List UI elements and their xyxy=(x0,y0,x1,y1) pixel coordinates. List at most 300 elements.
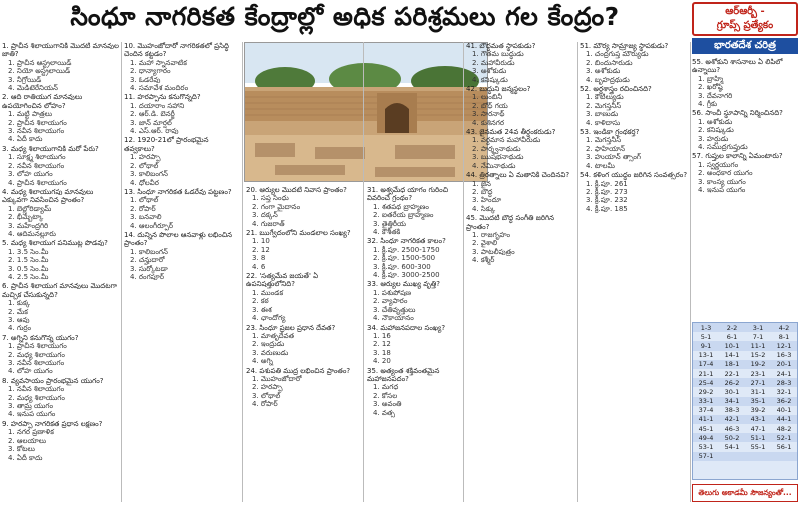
answer-option: 4. ధోలవీర xyxy=(130,178,159,187)
answer-option: 4. ప్రాచీన శిలాయుగం xyxy=(8,178,67,187)
answer-option: 1. మాతృదేవత xyxy=(252,331,295,340)
question-text: 20. ఆర్యుల మొదటి నివాస ప్రాంతం? xyxy=(246,186,347,194)
question-text: 2. ఆది రాతియుగ మానవులు ఉపయోగించిన లోహం? xyxy=(2,93,83,110)
answer-option: 2. వ్యాపారం xyxy=(373,297,408,306)
answer-option: 1. మెగస్తనీస్ xyxy=(586,136,622,145)
answer-option: 2. మేక xyxy=(8,307,28,316)
answer-option: 4. ఛాందోగ్య xyxy=(252,314,286,323)
answer-option: 2. మెగస్తనీస్ xyxy=(586,101,622,110)
answer-option: 1. కౌటిల్యుడు xyxy=(586,93,624,102)
answer-key-cell: 28-3 xyxy=(771,378,797,387)
answer-option: 4. ఆలంగీర్పూర్ xyxy=(130,221,174,230)
answer-key-cell: 41-1 xyxy=(693,415,719,424)
question-text: 34. మహాజనపదాల సంఖ్య? xyxy=(367,323,446,332)
question-text: 35. అత్యంత శక్తివంతమైన మహాజనపదం? xyxy=(367,366,440,383)
column-divider xyxy=(242,42,243,502)
answer-option: 3. కాలిబంగన్ xyxy=(130,170,168,179)
question-text: 45. మొదటి బౌద్ధ సంగీతి జరిగిన ప్రాంతం? xyxy=(466,214,554,231)
answer-option: 1. క్రీ.పూ. 2500-1750 xyxy=(373,245,440,254)
answer-key-cell: 21-1 xyxy=(698,369,714,378)
column-divider xyxy=(690,42,691,502)
answer-option: 4. వత్స xyxy=(373,408,396,417)
question-text: 23. సింధూ ప్రజల ప్రధాన దేవత? xyxy=(246,323,336,332)
answer-option: 3. తామ్ర యుగం xyxy=(8,402,54,411)
answer-option: 1. బెల్లోరిడ్యామ్ xyxy=(8,204,52,213)
question-item xyxy=(124,136,240,186)
answer-option: 3. జాన్ మార్షల్ xyxy=(130,118,172,127)
question-item xyxy=(246,186,362,228)
answer-key-cell xyxy=(771,452,797,461)
answer-option: 1. కుక్క xyxy=(8,299,31,308)
answer-option: 3. ఓడరేవు xyxy=(130,75,161,84)
question-text: 10. మొహంజోదారో నాగరికతలో ప్రసిద్ధి చెందిన కట్టడం? xyxy=(124,42,229,59)
answer-option: 3. 0.5 సెం.మీ xyxy=(8,264,49,273)
answer-key-cell: 13-1 xyxy=(698,351,714,360)
answer-option: 4. సమావేశ మందిరం xyxy=(130,84,189,93)
question-text: 5. మధ్య శిలాయుగ పనిముట్ల పొడవు? xyxy=(2,239,108,248)
answer-option: 4. గుజరాత్ xyxy=(252,219,285,228)
answer-key-cell: 47-1 xyxy=(750,424,766,433)
question-item xyxy=(124,93,240,135)
question-item xyxy=(466,128,574,170)
answer-option: 2. ఇంద్రుడు xyxy=(252,340,285,349)
question-text: 4. మధ్య శిలాయుగపు మానవులు ఎక్కువగా నివసించిన ప్రాంతం? xyxy=(2,187,94,205)
answer-key-row xyxy=(693,433,797,442)
answer-key-cell: 43-1 xyxy=(745,415,771,424)
question-item xyxy=(692,109,798,151)
answer-option: 2. పార్శ్వనాథుడు xyxy=(472,144,521,153)
answer-option: 4. గ్రీకు xyxy=(698,100,718,109)
answer-key-cell: 49-4 xyxy=(693,433,719,442)
answer-option: 3. నవీన శిలాయుగం xyxy=(8,127,65,136)
answer-option: 2. బౌద్ధ xyxy=(472,187,493,196)
answer-key-cell: 40-1 xyxy=(776,406,792,415)
answer-key-cell: 7-1 xyxy=(752,332,764,341)
answer-key-row xyxy=(693,323,797,332)
answer-option: 1. ముండక xyxy=(252,288,284,297)
answer-option: 2. ప్రాచీన శిలాయుగం xyxy=(8,118,67,127)
question-item xyxy=(246,229,362,271)
answer-key-cell: 33-1 xyxy=(693,397,719,406)
answer-option: 2. నియో అస్ట్రలాయిడ్ xyxy=(8,67,71,76)
answer-option: 2. ఖరోష్ఠి xyxy=(698,83,723,92)
answer-option: 3. హుయాన్ త్సాంగ్ xyxy=(586,153,641,162)
answer-key-row xyxy=(693,415,797,424)
answer-option: 4. నౌకాయానం xyxy=(373,314,414,323)
answer-key-row xyxy=(693,406,797,415)
answer-option: 3. బనవాలి xyxy=(130,213,162,222)
answer-option: 1. గౌతమ బుద్ధుడు xyxy=(472,50,524,59)
answer-key-cell: 8-1 xyxy=(778,332,790,341)
answer-key-cell: 19-2 xyxy=(745,360,771,369)
answer-key-cell: 27-1 xyxy=(745,378,771,387)
answer-option: 3. పాటలీపుత్రం xyxy=(472,247,515,256)
answer-key-cell: 45-1 xyxy=(698,424,714,433)
answer-key-row xyxy=(693,360,797,369)
question-item xyxy=(2,377,120,419)
answer-key-cell: 38-3 xyxy=(724,406,740,415)
ruins-illustration xyxy=(245,43,488,182)
answer-option: 3. అశోకుడు xyxy=(586,67,621,76)
question-column xyxy=(124,42,240,502)
answer-option: 1. రాజగృహం xyxy=(472,230,511,239)
answer-key-cell: 12-1 xyxy=(771,341,797,350)
answer-option: 3. క్రీ.పూ. 232 xyxy=(586,196,628,205)
question-text: 21. ఋగ్వేదంలోని మండలాల సంఖ్య? xyxy=(246,229,351,238)
answer-option: 3. దేవనాగరి xyxy=(698,91,733,100)
question-text: 8. వ్యవసాయం ప్రారంభమైన యుగం? xyxy=(2,376,104,385)
answer-option: 4. ఇనుప యుగం xyxy=(698,186,746,195)
question-item xyxy=(2,239,120,281)
answer-key-cell: 15-2 xyxy=(750,351,766,360)
question-text: 33. ఆర్యుల ముఖ్య వృత్తి? xyxy=(367,280,440,289)
brand-line-1: ఆర్ఆర్బీ - xyxy=(725,6,765,17)
answer-option: 2. ఆర్.డి. బెనర్జీ xyxy=(130,110,175,119)
answer-option: 2. మధ్య శిలాయుగం xyxy=(8,350,65,359)
answer-option: 2. ధాన్యాగారం xyxy=(130,67,171,76)
answer-option: 1. దయారాం సహాని xyxy=(130,101,185,110)
question-text: 51. మౌర్య సామ్రాజ్య స్థాపకుడు? xyxy=(580,42,669,50)
answer-key-row xyxy=(693,397,797,406)
answer-option: 2. వైశాలి xyxy=(472,239,498,248)
question-item xyxy=(580,85,688,127)
headline: సింధూ నాగరికత కేంద్రాల్లో అధిక పరిశ్రమలు గల కేంద్రం? xyxy=(70,2,620,31)
column-divider xyxy=(363,42,364,502)
answer-option: 2. బోధ్ గయ xyxy=(472,101,508,110)
answer-option: 3. బాణుడు xyxy=(586,110,619,119)
answer-key-cell: 36-2 xyxy=(771,397,797,406)
question-item xyxy=(580,128,688,170)
answer-option: 4. మెడిటెరేనియన్ xyxy=(8,84,58,93)
answer-option: 4. టాలమీ xyxy=(586,161,615,170)
answer-key-cell: 37-4 xyxy=(698,406,714,415)
question-item xyxy=(466,85,574,127)
answer-key-row xyxy=(693,387,797,396)
answer-option: 3. కాంస్య యుగం xyxy=(698,177,746,186)
answer-option: 1. మట్టి పాత్రలు xyxy=(8,110,52,119)
answer-option: 2. మధ్య శిలాయుగం xyxy=(8,393,65,402)
answer-option: 4. 20 xyxy=(373,357,391,366)
answer-key-cell: 14-1 xyxy=(724,351,740,360)
answer-option: 1. నగర ప్రణాళిక xyxy=(8,428,54,437)
answer-key-row xyxy=(693,369,797,378)
answer-option: 2. చన్హుదారో xyxy=(130,256,165,265)
question-item xyxy=(246,272,362,322)
answer-option: 3. సుర్కోటడా xyxy=(130,264,168,273)
question-text: 42. బుద్ధుని జన్మస్థలం? xyxy=(466,85,531,94)
answer-key-cell: 48-2 xyxy=(776,424,792,433)
question-item xyxy=(2,282,120,332)
answer-option: 2. కోసల xyxy=(373,391,398,400)
answer-key-cell: 23-1 xyxy=(750,369,766,378)
answer-key-cell: 3-1 xyxy=(745,323,771,332)
question-item xyxy=(692,152,798,194)
answer-option: 2. భీమ్బేట్కా xyxy=(8,213,44,222)
answer-option: 1. మగధ xyxy=(373,383,399,392)
answer-option: 1. చంద్రగుప్త మౌర్యుడు xyxy=(586,50,649,59)
question-text: 1. ప్రాచీన శిలాయుగానికి మొదటి మానవుల జాతి? xyxy=(2,42,119,59)
footer-banner: తెలుగు అకాడమీ సౌజన్యంతో... xyxy=(692,484,798,502)
question-item xyxy=(246,324,362,366)
answer-option: 3. ఆవు xyxy=(8,316,30,324)
answer-option: 3. వరుణుడు xyxy=(252,348,289,357)
answer-option: 4. ఎస్.ఆర్. రావు xyxy=(130,127,179,136)
answer-key-cell: 34-1 xyxy=(719,397,745,406)
answer-option: 2. రోపార్ xyxy=(130,204,156,213)
answer-key-cell: 22-1 xyxy=(724,369,740,378)
question-item xyxy=(466,214,574,264)
answer-key-cell: 11-1 xyxy=(745,341,771,350)
answer-option: 1. నవీన శిలాయుగం xyxy=(8,385,65,394)
harappa-ruins-photo xyxy=(244,42,488,182)
answer-option: 4. 6 xyxy=(252,262,266,271)
answer-key-cell xyxy=(719,452,745,461)
answer-option: 3. హిందూ xyxy=(472,196,502,205)
answer-key-cell: 20-1 xyxy=(771,360,797,369)
answer-key-cell: 2-2 xyxy=(719,323,745,332)
answer-key-cell: 9-1 xyxy=(693,341,719,350)
answer-key-cell: 51-1 xyxy=(745,433,771,442)
answer-option: 1. లుంబినీ xyxy=(472,93,503,102)
answer-option: 1. స్వర్ణయుగం xyxy=(698,160,739,169)
question-text: 12. 1920-21లో ప్రారంభమైన తవ్వకాలు? xyxy=(124,136,209,153)
question-text: 54. కళింగ యుద్ధం జరిగిన సంవత్సరం? xyxy=(580,171,688,180)
answer-option: 4. ఏదీ కాదు xyxy=(8,135,43,144)
question-text: 57. గుప్తుల కాలాన్ని ఏమంటారు? xyxy=(692,152,783,161)
question-column xyxy=(367,186,461,502)
answer-key-cell: 30-1 xyxy=(724,387,740,396)
answer-option: 2. నవీన శిలాయుగం xyxy=(8,161,65,170)
answer-option: 4. కనిష్కుడు xyxy=(472,75,508,84)
question-text: 53. ఇండికా గ్రంథకర్త? xyxy=(580,128,640,137)
answer-option: 4. ఇనుప యుగం xyxy=(8,410,56,419)
question-text: 41. బౌద్ధమత స్థాపకుడు? xyxy=(466,42,536,50)
answer-option: 2. 1.5 సెం.మీ xyxy=(8,256,49,265)
answer-option: 3. లోథాల్ xyxy=(252,391,281,400)
question-item xyxy=(692,58,798,108)
answer-option: 2. ఫాహియాన్ xyxy=(586,144,626,153)
answer-option: 2. కనిష్కుడు xyxy=(698,126,734,135)
answer-key-row xyxy=(693,452,797,461)
question-item xyxy=(2,420,120,462)
answer-option: 1. వర్ధమాన మహావీరుడు xyxy=(472,136,541,145)
answer-key-cell: 46-3 xyxy=(724,424,740,433)
question-item xyxy=(124,231,240,281)
answer-key-cell: 17-4 xyxy=(693,360,719,369)
question-item xyxy=(466,171,574,213)
answer-key-cell: 57-1 xyxy=(693,452,719,461)
question-item xyxy=(367,324,461,366)
question-item xyxy=(124,42,240,92)
question-item xyxy=(367,367,461,417)
question-item xyxy=(466,42,574,84)
answer-key-cell: 6-1 xyxy=(726,332,738,341)
answer-option: 1. కాలిబంగన్ xyxy=(130,247,168,256)
column-divider xyxy=(463,42,464,502)
answer-key-cell: 5-1 xyxy=(700,332,712,341)
answer-key-cell xyxy=(745,452,771,461)
answer-option: 1. శతపథ బ్రాహ్మణం xyxy=(373,202,429,211)
question-text: 52. అర్థశాస్త్రం రచించినది? xyxy=(580,85,652,94)
answer-option: 4. కశ్మీర్ xyxy=(472,256,495,265)
answer-option: 3. అవంతి xyxy=(373,400,402,409)
answer-option: 2. హరప్పా xyxy=(252,383,283,392)
question-text: 7. అగ్నిని కనుగొన్న యుగం? xyxy=(2,333,79,342)
answer-option: 4. కౌశీతకి xyxy=(373,228,401,237)
answer-option: 3. ఋషభనాథుడు xyxy=(472,153,524,162)
answer-option: 3. అశోకుడు xyxy=(472,67,507,76)
answer-key-cell: 44-1 xyxy=(771,415,797,424)
answer-option: 3. క్రీ.పూ. 600-300 xyxy=(373,262,431,271)
question-column xyxy=(246,186,362,502)
answer-option: 1. పశుపోషణ xyxy=(373,288,411,297)
answer-key-cell: 1-3 xyxy=(693,323,719,332)
answer-option: 3. తైత్తిరీయ xyxy=(373,219,406,228)
question-item xyxy=(580,42,688,84)
answer-key-cell: 24-1 xyxy=(776,369,792,378)
answer-option: 3. 8 xyxy=(252,254,266,263)
brand-line-2: గ్రూప్స్ ప్రత్యేకం xyxy=(716,20,774,31)
answer-option: 1. మొహంజోదారో xyxy=(252,374,302,383)
answer-key-cell: 42-1 xyxy=(719,415,745,424)
column-divider xyxy=(577,42,578,502)
question-column xyxy=(692,58,798,320)
answer-option: 3. దక్కన్ xyxy=(252,211,278,220)
question-text: 55. అశోకుని శాసనాలు ఏ లిపిలో ఉన్నాయి? xyxy=(692,58,783,75)
answer-option: 4. కుశినగర xyxy=(472,118,504,127)
answer-option: 2. మహావీరుడు xyxy=(472,58,515,67)
question-item xyxy=(580,171,688,213)
answer-option: 2. లోథాల్ xyxy=(130,161,159,170)
question-text: 43. జైనమత 24వ తీర్థంకరుడు? xyxy=(466,128,556,137)
answer-key-cell: 35-1 xyxy=(745,397,771,406)
answer-option: 1. 16 xyxy=(373,331,391,340)
answer-option: 4. బృహద్రథుడు xyxy=(586,75,630,84)
brand-box xyxy=(692,2,798,36)
question-item xyxy=(2,42,120,92)
answer-option: 1. బ్రాహ్మి xyxy=(698,74,724,83)
answer-option: 3. లోహ యుగం xyxy=(8,170,53,179)
answer-key-row xyxy=(693,351,797,360)
answer-option: 4. ఆదిమనల్లూరు xyxy=(8,229,56,238)
answer-key-cell: 18-1 xyxy=(719,360,745,369)
answer-option: 4. క్రీ.పూ. 3000-2500 xyxy=(373,271,440,280)
answer-option: 4. క్రీ.పూ. 185 xyxy=(586,204,628,213)
answer-key-cell: 31-1 xyxy=(750,387,766,396)
answer-option: 2. అంధకార యుగం xyxy=(698,169,753,178)
answer-key-row xyxy=(693,332,797,341)
answer-key-cell: 25-4 xyxy=(693,378,719,387)
question-item xyxy=(2,93,120,143)
answer-key-row xyxy=(693,424,797,433)
column-divider xyxy=(121,42,122,502)
answer-option: 3. కోటలు xyxy=(8,445,35,454)
answer-option: 2. ఆలయాలు xyxy=(8,436,47,445)
answer-key-cell: 56-1 xyxy=(776,443,792,452)
question-item xyxy=(367,280,461,322)
answer-key-cell: 54-1 xyxy=(724,443,740,452)
answer-option: 1. సప్త సింధు xyxy=(252,194,289,203)
answer-option: 2. గంగా మైదానం xyxy=(252,202,301,211)
answer-key-cell: 52-1 xyxy=(771,433,797,442)
answer-option: 4. సిక్కు xyxy=(472,204,496,213)
answer-option: 4. నేమినాథుడు xyxy=(472,161,516,170)
answer-option: 4. రంగపూర్ xyxy=(130,272,164,281)
question-text: 9. హరప్పా నాగరికత ప్రధాన లక్షణం? xyxy=(2,419,103,428)
answer-option: 3. నవీన శిలాయుగం xyxy=(8,359,65,368)
answer-option: 4. లోహ యుగం xyxy=(8,367,53,376)
answer-option: 3. మహేంద్రగిరి xyxy=(8,221,49,230)
answer-option: 1. లోథాల్ xyxy=(130,196,159,205)
answer-option: 2. ఐతరేయ బ్రాహ్మణం xyxy=(373,211,434,220)
answer-key-cell: 16-3 xyxy=(776,351,792,360)
question-item xyxy=(2,145,120,187)
answer-key-cell: 4-2 xyxy=(771,323,797,332)
answer-key-row xyxy=(693,341,797,350)
question-text: 32. సింధూ నాగరికత కాలం? xyxy=(367,237,446,246)
answer-key-cell: 32-1 xyxy=(776,387,792,396)
answer-key-row xyxy=(693,378,797,387)
section-title: భారతదేశ చరిత్ర xyxy=(692,38,798,54)
answer-key-row xyxy=(693,442,797,451)
answer-option: 2. 12 xyxy=(373,340,391,349)
answer-key-cell: 55-1 xyxy=(750,443,766,452)
question-text: 31. అశ్వమేధ యాగం గురించి వివరించే గ్రంథం? xyxy=(367,186,449,203)
answer-option: 2. క్రీ.పూ. 273 xyxy=(586,187,628,196)
question-text: 56. సాంచీ స్థూపాన్ని నిర్మించినది? xyxy=(692,109,783,118)
question-column xyxy=(2,42,120,502)
answer-option: 2. క్రీ.పూ. 1500-500 xyxy=(373,254,436,263)
answer-option: 4. సముద్రగుప్తుడు xyxy=(698,143,748,152)
answer-key-cell: 53-1 xyxy=(698,443,714,452)
answer-option: 4. కాళిదాసు xyxy=(586,118,621,127)
question-item xyxy=(246,367,362,409)
answer-option: 1. ప్రాచీన ఆస్ట్రలాయిడ్ xyxy=(8,58,72,67)
answer-option: 4. అగ్ని xyxy=(252,357,273,366)
question-text: 3. మధ్య శిలాయుగానికి మరో పేరు? xyxy=(2,144,99,153)
question-text: 22. 'సత్యమేవ జయతే' ఏ ఉపనిషత్తులోనిది? xyxy=(246,272,319,289)
answer-option: 2. కఠ xyxy=(252,297,269,306)
answer-key-cell: 39-2 xyxy=(750,406,766,415)
answer-option: 1. జైన xyxy=(472,179,491,188)
answer-option: 3. సారనాథ్ xyxy=(472,110,505,119)
answer-option: 1. ప్రాచీన శిలాయుగం xyxy=(8,342,67,351)
question-text: 6. ప్రాచీన శిలాయుగ మానవులు మొదటగా మచ్చిక చేసుకున్నది? xyxy=(2,282,118,299)
answer-key-cell: 26-2 xyxy=(719,378,745,387)
question-item xyxy=(2,334,120,376)
question-text: 13. సింధూ నాగరికత ఓడరేవు పట్టణం? xyxy=(124,187,232,196)
answer-option: 1. హరప్పా xyxy=(130,153,161,162)
answer-key-cell: 50-2 xyxy=(719,433,745,442)
answer-option: 1. 10 xyxy=(252,237,270,246)
answer-key-cell: 10-1 xyxy=(719,341,745,350)
answer-option: 4. గుర్రం xyxy=(8,324,32,333)
question-column xyxy=(580,42,688,502)
question-item xyxy=(124,188,240,230)
answer-option: 1. మహా స్నానవాటిక xyxy=(130,58,187,67)
answer-option: 1. అశోకుడు xyxy=(698,117,733,126)
answer-key-cell: 29-2 xyxy=(698,387,714,396)
question-item xyxy=(367,237,461,279)
answer-option: 2. 12 xyxy=(252,245,270,254)
answer-option: 1. సూక్ష్మ శిలాయుగం xyxy=(8,153,66,162)
answer-option: 3. నీగ్రోయిడ్ xyxy=(8,75,42,84)
answer-option: 3. ఈశ xyxy=(252,305,272,314)
answer-option: 1. క్రీ.పూ. 261 xyxy=(586,179,628,188)
answer-option: 3. చేతివృత్తులు xyxy=(373,305,416,314)
answer-option: 2. బిందుసారుడు xyxy=(586,58,633,67)
question-text: 44. త్రిరత్నాలు ఏ మతానికి చెందినవి? xyxy=(466,171,570,180)
